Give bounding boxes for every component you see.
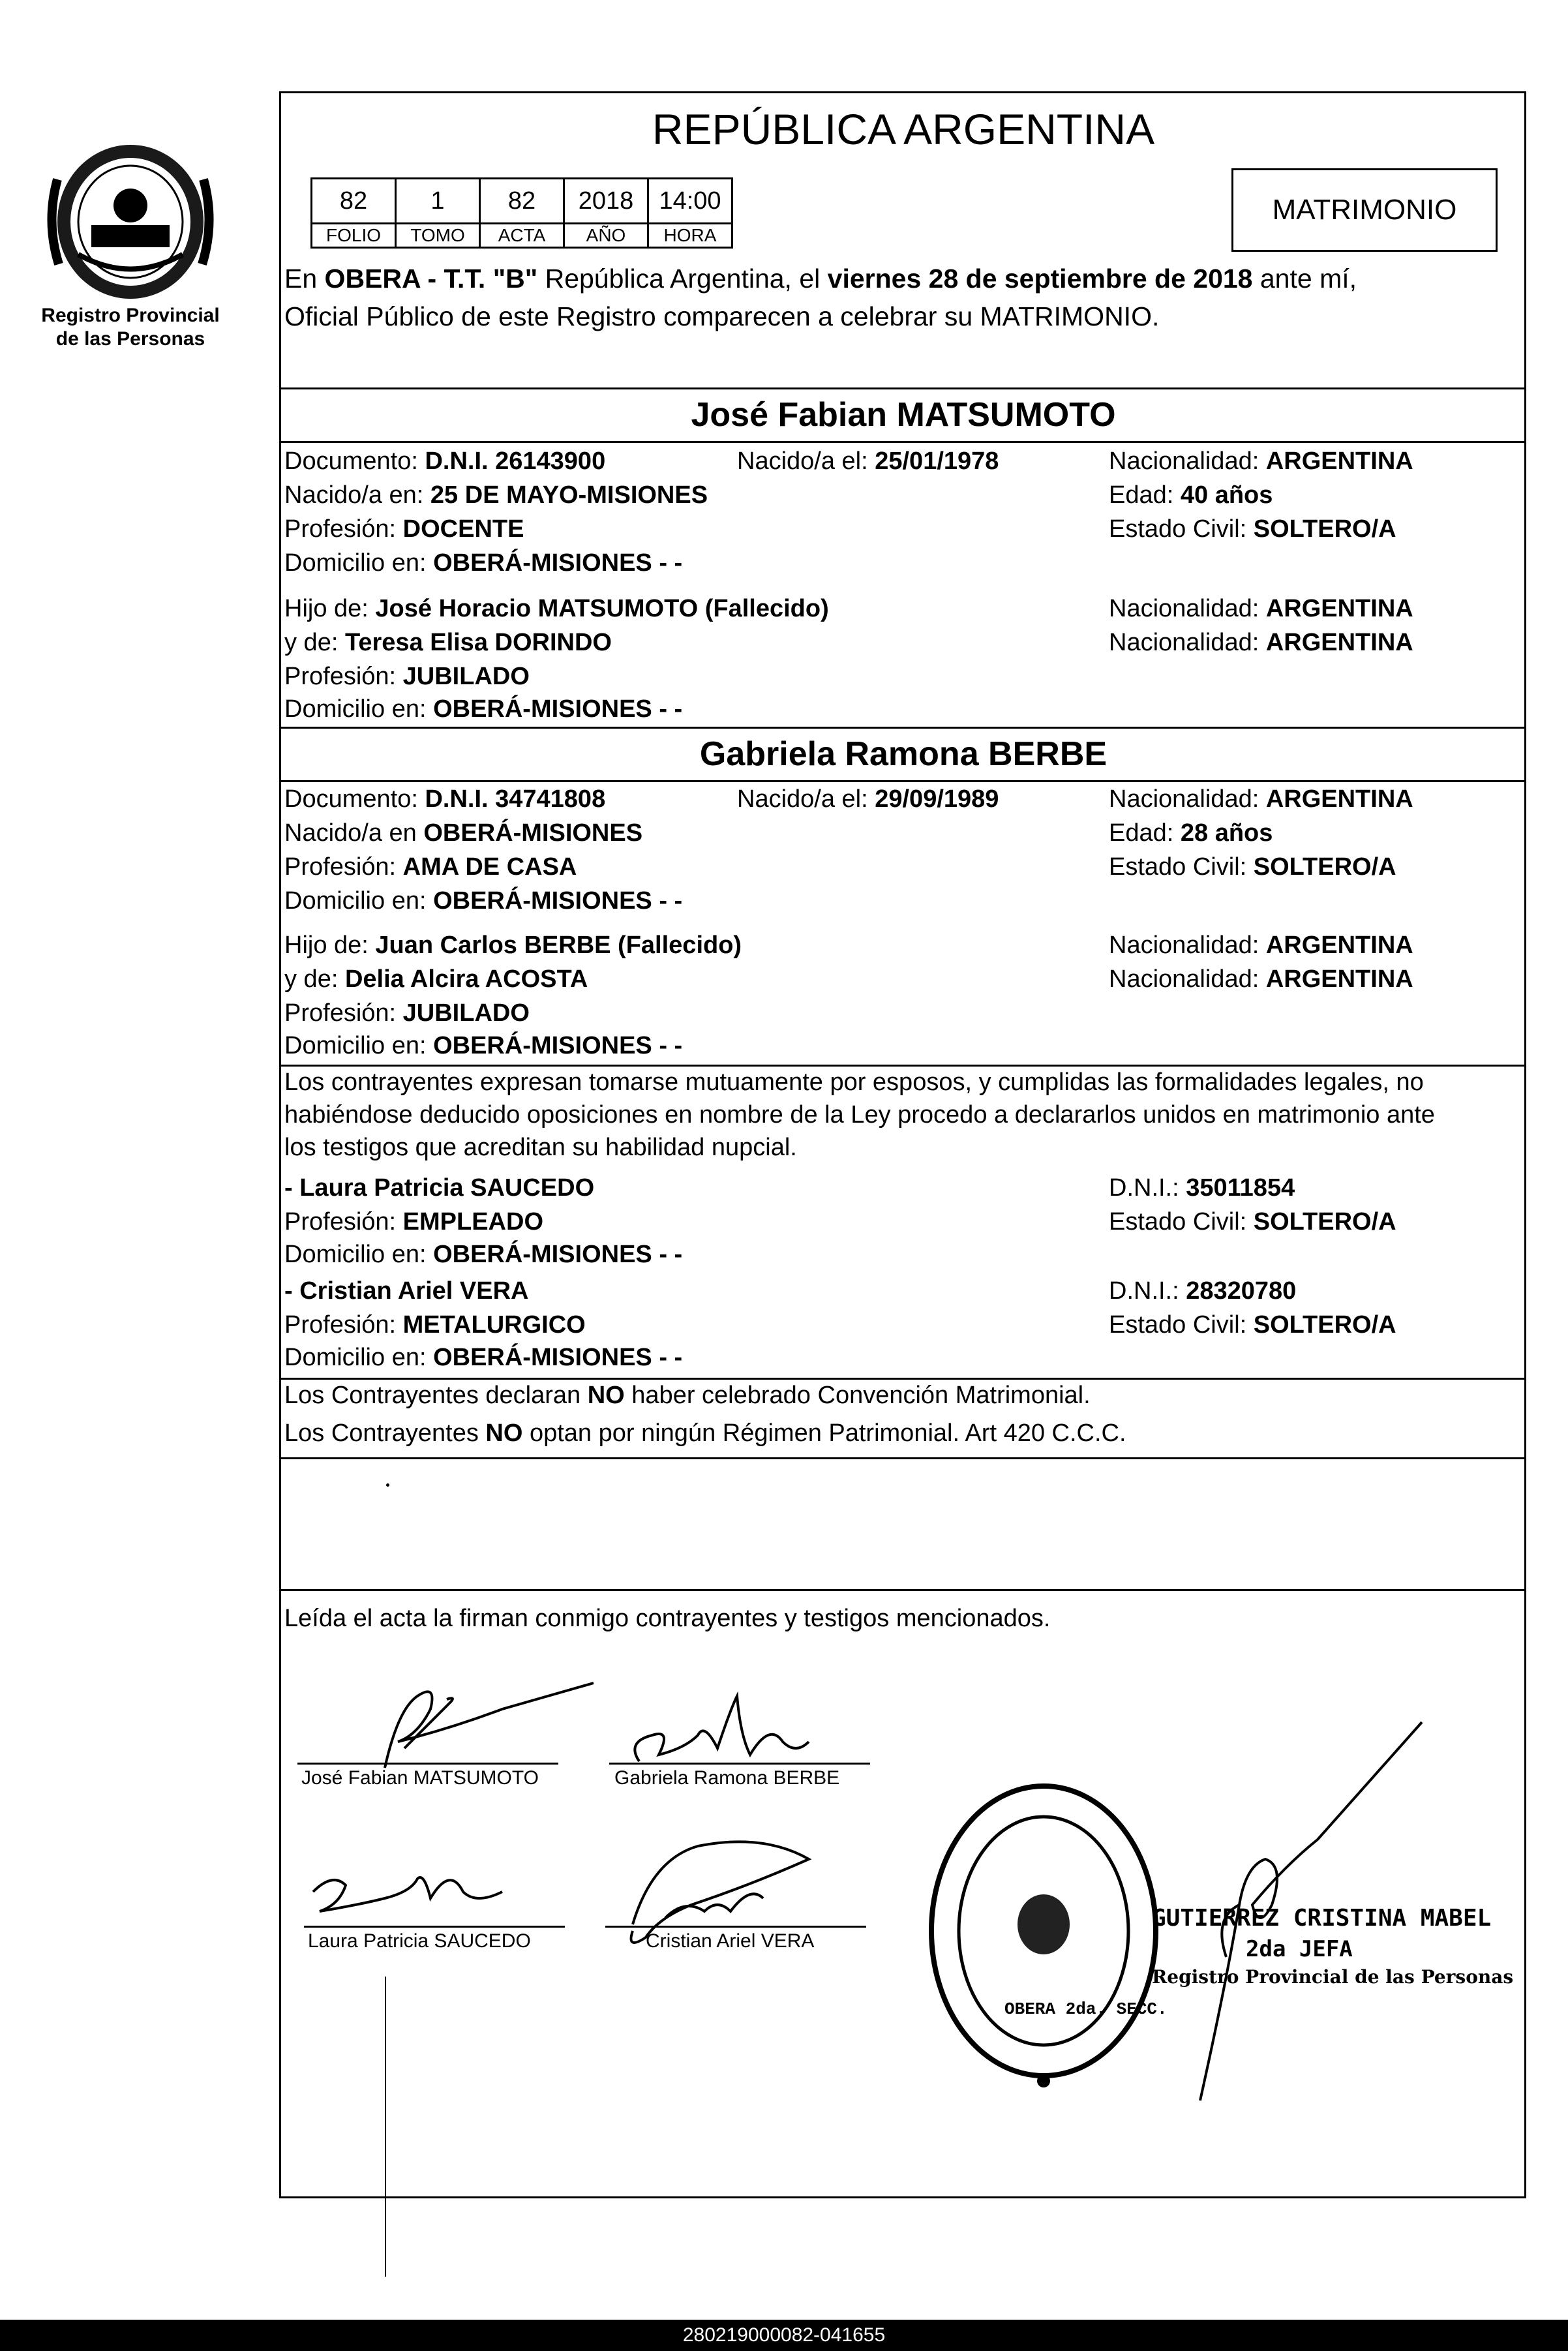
field-label: Estado Civil: [1109, 1311, 1254, 1339]
tomo-label: TOMO [396, 224, 480, 248]
intro-date: viernes 28 de septiembre de 2018 [827, 264, 1253, 294]
groom-padre [284, 592, 829, 625]
hora-value: 14:00 [648, 179, 732, 224]
convention-no: NO [485, 1419, 523, 1447]
field-label: Profesión: [284, 999, 403, 1027]
bride-edad [1109, 817, 1273, 849]
field-label: Domicilio en: [284, 887, 434, 915]
bride-padre-nacionalidad [1109, 929, 1413, 962]
intro-text: ante mí, [1252, 264, 1357, 294]
witness2-name: - Cristian Ariel VERA [284, 1277, 529, 1305]
field-label: Profesión: [284, 853, 403, 881]
field-value: SOLTERO/A [1253, 853, 1396, 881]
witness2-domicilio [284, 1341, 682, 1374]
field-label: Profesión: [284, 515, 403, 543]
field-value: ARGENTINA [1265, 932, 1413, 959]
declaration-line2: habiéndose deducido oposiciones en nombre de la Ley procedo a declararlos unidos en matrimonio ante [284, 1101, 1435, 1129]
intro-line1 [284, 261, 1357, 296]
field-label: Nacido/a en: [284, 481, 430, 509]
convention-line2 [284, 1417, 1126, 1449]
groom-documento [284, 445, 605, 478]
folio-label: FOLIO [312, 224, 396, 248]
document-code-footer: 280219000082-041655 [0, 2320, 1568, 2351]
signature-line [304, 1926, 565, 1928]
bride-madre-nacionalidad [1109, 963, 1413, 995]
divider [279, 727, 1526, 729]
field-label: Profesión: [284, 1208, 403, 1236]
act-type-box [1231, 168, 1498, 252]
witness1-name: - Laura Patricia SAUCEDO [284, 1174, 595, 1202]
intro-text: En [284, 264, 325, 294]
groom-nacido-en [284, 479, 708, 511]
field-label: Hijo de: [284, 932, 376, 959]
convention-no: NO [587, 1382, 625, 1409]
witness1-profesion [284, 1206, 543, 1238]
field-value: SOLTERO/A [1253, 1311, 1396, 1339]
field-value: Juan Carlos BERBE (Fallecido) [375, 932, 742, 959]
groom-nacionalidad [1109, 445, 1413, 478]
signature-line [609, 1763, 870, 1765]
field-label: Edad: [1109, 819, 1181, 847]
delegation-seal [920, 1774, 1168, 2101]
field-label: Domicilio en: [284, 1032, 434, 1059]
field-value: EMPLEADO [402, 1208, 544, 1236]
anio-value: 2018 [564, 179, 648, 224]
field-value: 29/09/1989 [875, 785, 999, 813]
field-value: D.N.I. 26143900 [425, 447, 606, 475]
bride-nacido-el [737, 783, 999, 815]
divider [279, 780, 1526, 782]
margin-line [385, 1977, 386, 2277]
field-label: Estado Civil: [1109, 515, 1254, 543]
field-value: SOLTERO/A [1253, 1208, 1396, 1236]
official-stamp-role: 2da JEFA [1246, 1936, 1353, 1962]
witness2-dni [1109, 1275, 1296, 1307]
field-label: Domicilio en: [284, 549, 434, 577]
field-value: OBERÁ-MISIONES [423, 819, 643, 847]
divider [279, 1457, 1526, 1459]
field-label: y de: [284, 965, 345, 993]
hora-label: HORA [648, 224, 732, 248]
bride-madre [284, 963, 588, 995]
field-value: 40 años [1180, 481, 1273, 509]
act-type-label: MATRIMONIO [1272, 194, 1457, 226]
field-label: Domicilio en: [284, 695, 434, 723]
field-value: OBERÁ-MISIONES - - [433, 1032, 683, 1059]
field-label: D.N.I.: [1109, 1277, 1186, 1305]
registry-caption-line1: Registro Provincial [41, 305, 220, 326]
field-value: METALURGICO [402, 1311, 586, 1339]
groom-domicilio [284, 547, 682, 579]
bride-signature-name: Gabriela Ramona BERBE [614, 1767, 840, 1789]
declaration-line3: los testigos que acreditan su habilidad nupcial. [284, 1134, 797, 1161]
field-value: ARGENTINA [1265, 785, 1413, 813]
witness1-estado-civil [1109, 1206, 1396, 1238]
groom-estado-civil [1109, 513, 1396, 545]
witness2-signature-name: Cristian Ariel VERA [646, 1930, 815, 1952]
groom-padres-profesion [284, 660, 530, 693]
bride-padres-domicilio [284, 1029, 682, 1062]
field-label: Documento: [284, 785, 425, 813]
declaration-line1: Los contrayentes expresan tomarse mutuamente por esposos, y cumplidas las formalidades legales, no [284, 1069, 1424, 1096]
field-label: Estado Civil: [1109, 1208, 1254, 1236]
groom-signature-name: José Fabian MATSUMOTO [301, 1767, 539, 1789]
field-label: Documento: [284, 447, 425, 475]
seal-inner-text: OBERA 2da. SECC. [1004, 1999, 1168, 2019]
divider [279, 387, 1526, 389]
field-label: Profesión: [284, 663, 403, 690]
bride-nacido-en [284, 817, 642, 849]
acta-value: 82 [480, 179, 564, 224]
registry-caption [26, 304, 235, 351]
field-label: Nacido/a el: [737, 447, 875, 475]
field-value: 25 DE MAYO-MISIONES [430, 481, 708, 509]
groom-nacido-el [737, 445, 999, 478]
field-value: 28 años [1180, 819, 1273, 847]
bride-nacionalidad [1109, 783, 1413, 815]
field-value: JUBILADO [402, 999, 530, 1027]
bride-domicilio [284, 885, 682, 917]
closing-statement: Leída el acta la firman conmigo contrayentes y testigos mencionados. [284, 1605, 1051, 1632]
folio-value: 82 [312, 179, 396, 224]
official-stamp-office: Registro Provincial de las Personas [1152, 1966, 1514, 1988]
groom-name: José Fabian MATSUMOTO [691, 396, 1116, 434]
field-label: Nacionalidad: [1109, 932, 1266, 959]
field-label: Nacionalidad: [1109, 965, 1266, 993]
registry-caption-line2: de las Personas [55, 328, 205, 350]
groom-profesion [284, 513, 524, 545]
document-title: REPÚBLICA ARGENTINA [652, 105, 1155, 153]
convention-text: haber celebrado Convención Matrimonial. [624, 1382, 1091, 1409]
tomo-value: 1 [396, 179, 480, 224]
field-value: 35011854 [1186, 1174, 1295, 1202]
province-emblem-logo [33, 134, 228, 310]
acta-label: ACTA [480, 224, 564, 248]
field-label: Nacionalidad: [1109, 629, 1266, 656]
field-value: AMA DE CASA [402, 853, 577, 881]
convention-text: optan por ningún Régimen Patrimonial. Art 420 C.C.C. [522, 1419, 1126, 1447]
signature-line [605, 1926, 866, 1928]
field-label: Domicilio en: [284, 1344, 434, 1371]
field-label: Profesión: [284, 1311, 403, 1339]
bride-name: Gabriela Ramona BERBE [699, 735, 1108, 773]
field-value: ARGENTINA [1265, 629, 1413, 656]
field-label: y de: [284, 629, 345, 656]
bride-documento [284, 783, 605, 815]
stray-dot [386, 1483, 389, 1487]
field-label: Nacido/a en [284, 819, 424, 847]
field-label: Nacionalidad: [1109, 785, 1266, 813]
field-label: Nacido/a el: [737, 785, 875, 813]
groom-padres-domicilio [284, 693, 682, 725]
witness2-estado-civil [1109, 1309, 1396, 1341]
divider [279, 1589, 1526, 1591]
field-label: Hijo de: [284, 595, 376, 622]
field-value: OBERÁ-MISIONES - - [433, 1344, 683, 1371]
field-value: JUBILADO [402, 663, 530, 690]
witness1-domicilio [284, 1238, 682, 1271]
signature-line [297, 1763, 558, 1765]
field-value: ARGENTINA [1265, 595, 1413, 622]
field-value: Teresa Elisa DORINDO [344, 629, 612, 656]
field-value: ARGENTINA [1265, 965, 1413, 993]
groom-madre-nacionalidad [1109, 626, 1413, 659]
witness1-signature-name: Laura Patricia SAUCEDO [308, 1930, 531, 1952]
field-value: 25/01/1978 [875, 447, 999, 475]
field-label: D.N.I.: [1109, 1174, 1186, 1202]
official-stamp-name: GUTIERREZ CRISTINA MABEL [1152, 1905, 1492, 1932]
field-value: D.N.I. 34741808 [425, 785, 606, 813]
groom-edad [1109, 479, 1273, 511]
field-value: Delia Alcira ACOSTA [344, 965, 588, 993]
groom-padre-nacionalidad [1109, 592, 1413, 625]
witness2-profesion [284, 1309, 586, 1341]
field-value: DOCENTE [402, 515, 524, 543]
bride-padre [284, 929, 742, 962]
bride-padres-profesion [284, 997, 530, 1029]
intro-place: OBERA - T.T. "B" [324, 264, 538, 294]
field-label: Domicilio en: [284, 1241, 434, 1268]
witness1-dni [1109, 1172, 1295, 1204]
field-value: OBERÁ-MISIONES - - [433, 1241, 683, 1268]
divider [279, 441, 1526, 443]
anio-label: AÑO [564, 224, 648, 248]
convention-line1 [284, 1379, 1091, 1412]
witness1-signature [294, 1853, 567, 1931]
groom-madre [284, 626, 612, 659]
convention-text: Los Contrayentes [284, 1419, 486, 1447]
field-value: 28320780 [1186, 1277, 1297, 1305]
field-label: Estado Civil: [1109, 853, 1254, 881]
field-label: Edad: [1109, 481, 1181, 509]
convention-text: Los Contrayentes declaran [284, 1382, 588, 1409]
field-label: Nacionalidad: [1109, 595, 1266, 622]
field-value: OBERÁ-MISIONES - - [433, 887, 683, 915]
field-label: Nacionalidad: [1109, 447, 1266, 475]
intro-line2: Oficial Público de este Registro comparecen a celebrar su MATRIMONIO. [284, 301, 1160, 331]
field-value: OBERÁ-MISIONES - - [433, 549, 683, 577]
field-value: OBERÁ-MISIONES - - [433, 695, 683, 723]
bride-profesion [284, 851, 577, 883]
intro-text: República Argentina, el [537, 264, 828, 294]
field-value: SOLTERO/A [1253, 515, 1396, 543]
field-value: José Horacio MATSUMOTO (Fallecido) [375, 595, 829, 622]
field-value: ARGENTINA [1265, 447, 1413, 475]
registry-grid [310, 177, 733, 249]
bride-estado-civil [1109, 851, 1396, 883]
